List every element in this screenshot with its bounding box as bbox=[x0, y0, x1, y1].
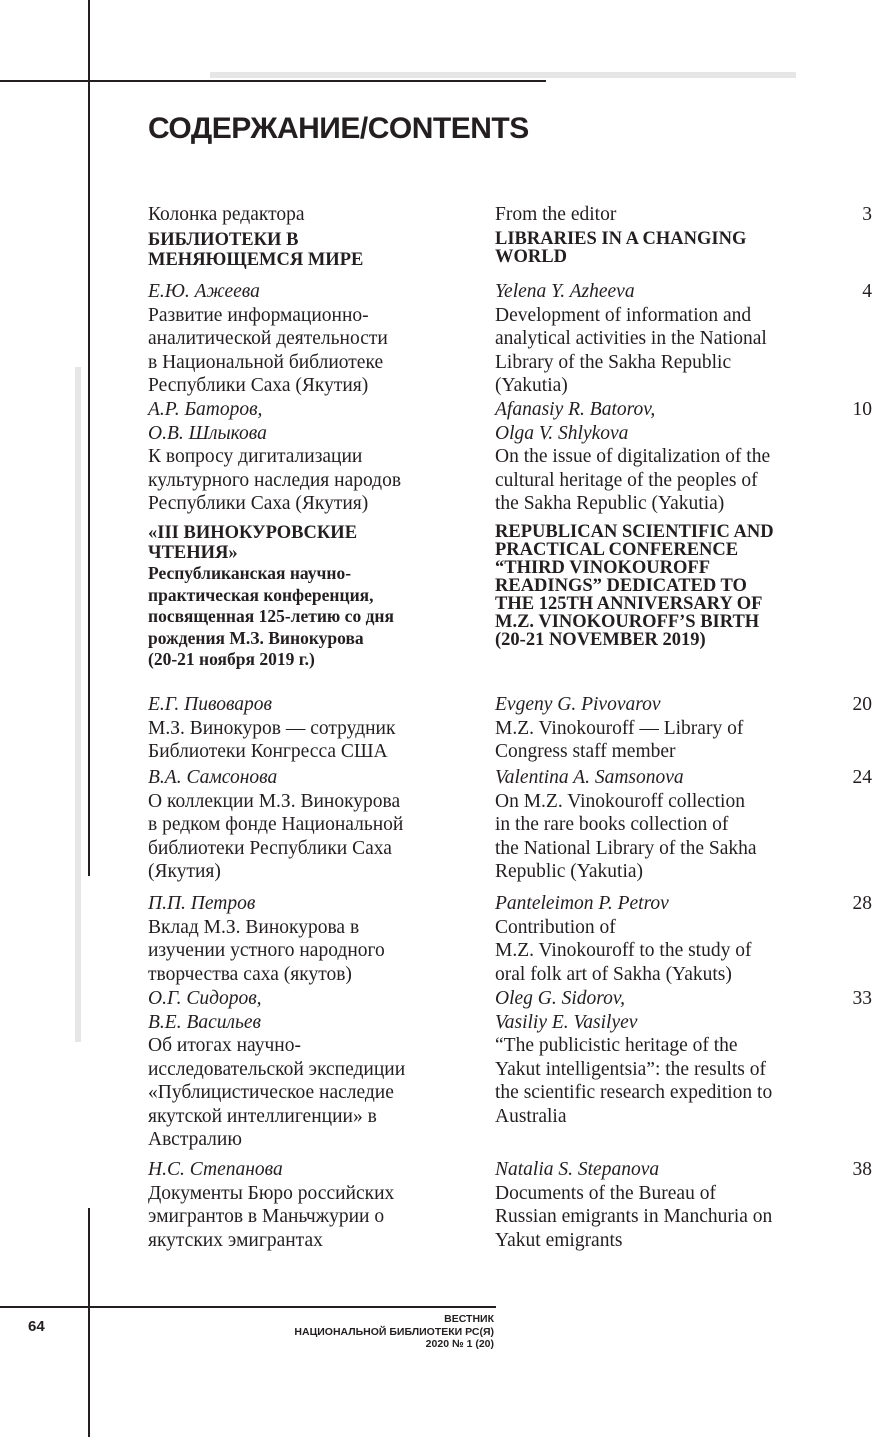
title-line: «Публицистическое наследие bbox=[148, 1082, 394, 1103]
section-heading-line: M.Z. VINOKOUROFF’S BIRTH bbox=[495, 612, 760, 632]
toc-entry-russian bbox=[148, 892, 478, 986]
author-line: А.Р. Баторов, bbox=[148, 399, 263, 420]
toc-page-number: 20 bbox=[852, 694, 872, 715]
title-line: analytical activities in the National bbox=[495, 328, 767, 349]
author-line: Е.Ю. Ажеева bbox=[148, 281, 260, 302]
toc-entry-russian bbox=[148, 766, 478, 884]
title-line: Library of the Sakha Republic bbox=[495, 351, 732, 373]
header-rule bbox=[0, 80, 546, 82]
margin-rule-bottom bbox=[88, 1208, 90, 1437]
title-line: творчества саха (якутов) bbox=[148, 963, 352, 985]
toc-entry-english bbox=[495, 693, 825, 764]
title-line: Республики Саха (Якутия) bbox=[148, 375, 369, 396]
title-line: изучении устного народного bbox=[148, 940, 385, 961]
toc-page-number: 24 bbox=[852, 767, 872, 788]
author-line: П.П. Петров bbox=[148, 893, 256, 914]
toc-page-number: 38 bbox=[852, 1159, 872, 1180]
title-line: Russian emigrants in Manchuria on bbox=[495, 1206, 773, 1227]
author-line: Vasiliy E. Vasilyev bbox=[495, 1011, 638, 1033]
toc-page-number: 28 bbox=[852, 893, 872, 914]
section-heading-line: (20-21 ноября 2019 г.) bbox=[148, 649, 315, 669]
author-line: В.А. Самсонова bbox=[148, 767, 278, 788]
toc-entry-russian bbox=[148, 1158, 478, 1252]
title-line: эмигрантов в Маньчжурии о bbox=[148, 1206, 385, 1227]
title-line: Австралию bbox=[148, 1129, 242, 1150]
toc-entry-english bbox=[495, 766, 825, 884]
decorative-gray-bar-vertical bbox=[75, 367, 81, 1042]
journal-line: НАЦИОНАЛЬНОЙ БИБЛИОТЕКИ РС(Я) bbox=[294, 1325, 494, 1338]
section-heading-line: БИБЛИОТЕКИ В bbox=[148, 230, 299, 250]
title-line: Australia bbox=[495, 1105, 567, 1127]
section-heading-line: PRACTICAL CONFERENCE bbox=[495, 540, 739, 560]
toc-page-number: 33 bbox=[852, 988, 872, 1009]
title-line: On the issue of digitalization of the bbox=[495, 446, 771, 467]
title-line: From the editor bbox=[495, 204, 617, 225]
title-line: Республики Саха (Якутия) bbox=[148, 493, 369, 514]
page-number: 64 bbox=[28, 1318, 45, 1335]
title-line: Yakut emigrants bbox=[495, 1229, 623, 1251]
title-line: in the rare books collection of bbox=[495, 814, 729, 835]
title-line: М.З. Винокуров — сотрудник bbox=[148, 717, 396, 739]
journal-line: ВЕСТНИК bbox=[444, 1313, 494, 1325]
title-line: Development of information and bbox=[495, 304, 752, 326]
journal-line: 2020 № 1 (20) bbox=[425, 1338, 494, 1350]
toc-entry-russian bbox=[148, 523, 478, 671]
section-heading-line: рождения М.З. Винокурова bbox=[148, 627, 364, 648]
toc-page-number: 4 bbox=[862, 281, 872, 302]
toc-entry-russian bbox=[148, 280, 478, 398]
author-line: Evgeny G. Pivovarov bbox=[495, 694, 661, 715]
author-line: Natalia S. Stepanova bbox=[495, 1159, 660, 1180]
section-heading-line: REPUBLICAN SCIENTIFIC AND bbox=[495, 522, 774, 542]
title-line: (Якутия) bbox=[148, 861, 221, 882]
toc-entry-english bbox=[495, 230, 825, 266]
title-line: Библиотеки Конгресса США bbox=[148, 741, 388, 762]
title-line: oral folk art of Sakha (Yakuts) bbox=[495, 963, 732, 985]
author-line: Oleg G. Sidorov, bbox=[495, 988, 625, 1009]
title-line: Документы Бюро российских bbox=[148, 1182, 395, 1204]
title-line: Contribution of bbox=[495, 916, 616, 938]
title-line: M.Z. Vinokouroff to the study of bbox=[495, 940, 752, 961]
toc-entry-russian bbox=[148, 203, 478, 227]
section-heading-line: ЧТЕНИЯ» bbox=[148, 543, 238, 563]
toc-entry-english bbox=[495, 987, 825, 1128]
footer-rule bbox=[0, 1306, 496, 1308]
title-line: библиотеки Республики Саха bbox=[148, 837, 392, 859]
toc-entry-english bbox=[495, 280, 825, 398]
author-line: Yelena Y. Azheeva bbox=[495, 281, 635, 302]
author-line: Valentina A. Samsonova bbox=[495, 767, 684, 788]
title-line: аналитической деятельности bbox=[148, 328, 388, 349]
author-line: О.Г. Сидоров, bbox=[148, 988, 262, 1009]
page-title: СОДЕРЖАНИЕ/CONTENTS bbox=[148, 112, 529, 145]
section-heading-line: THE 125TH ANNIVERSARY OF bbox=[495, 594, 763, 614]
title-line: cultural heritage of the peoples of bbox=[495, 469, 758, 491]
title-line: Об итогах научно- bbox=[148, 1035, 301, 1056]
toc-entry-english bbox=[495, 398, 825, 516]
author-line: В.Е. Васильев bbox=[148, 1011, 262, 1033]
author-line: О.В. Шлыкова bbox=[148, 422, 267, 444]
section-heading-line: практическая конференция, bbox=[148, 584, 374, 605]
author-line: Panteleimon P. Petrov bbox=[495, 893, 669, 914]
title-line: On M.Z. Vinokouroff collection bbox=[495, 790, 745, 812]
section-heading-line: «III ВИНОКУРОВСКИЕ bbox=[148, 523, 358, 543]
title-line: К вопросу дигитализации bbox=[148, 446, 363, 467]
title-line: the scientific research expedition to bbox=[495, 1082, 773, 1103]
decorative-gray-bar-horizontal bbox=[210, 72, 796, 78]
title-line: в редком фонде Национальной bbox=[148, 814, 404, 835]
toc-entry-english bbox=[495, 203, 825, 227]
section-heading-line: WORLD bbox=[495, 247, 567, 267]
toc-entry-english bbox=[495, 892, 825, 986]
journal-name bbox=[294, 1313, 494, 1351]
title-line: the National Library of the Sakha bbox=[495, 837, 757, 859]
author-line: Olga V. Shlykova bbox=[495, 422, 629, 444]
title-line: якутских эмигрантах bbox=[148, 1229, 323, 1251]
title-line: в Национальной библиотеке bbox=[148, 351, 384, 373]
title-line: О коллекции М.З. Винокурова bbox=[148, 790, 401, 812]
title-line: “The publicistic heritage of the bbox=[495, 1035, 738, 1056]
section-heading-line: READINGS” DEDICATED TO bbox=[495, 576, 747, 596]
toc-entry-english bbox=[495, 1158, 825, 1252]
toc-page-number: 10 bbox=[852, 399, 872, 420]
title-line: исследовательской экспедиции bbox=[148, 1058, 406, 1080]
title-line: Развитие информационно- bbox=[148, 304, 369, 326]
title-line: Колонка редактора bbox=[148, 204, 305, 225]
title-line: Documents of the Bureau of bbox=[495, 1182, 716, 1204]
title-line: культурного наследия народов bbox=[148, 469, 402, 491]
author-line: Afanasiy R. Batorov, bbox=[495, 399, 656, 420]
toc-entry-russian bbox=[148, 693, 478, 764]
title-line: Congress staff member bbox=[495, 741, 676, 762]
title-line: Republic (Yakutia) bbox=[495, 861, 644, 882]
title-line: Вклад М.З. Винокурова в bbox=[148, 916, 360, 938]
section-heading-line: (20-21 NOVEMBER 2019) bbox=[495, 630, 706, 650]
toc-entry-russian bbox=[148, 398, 478, 516]
section-heading-line: “THIRD VINOKOUROFF bbox=[495, 558, 710, 578]
section-heading-line: Республиканская научно- bbox=[148, 563, 352, 583]
author-line: Е.Г. Пивоваров bbox=[148, 694, 272, 715]
title-line: якутской интеллигенции» в bbox=[148, 1105, 377, 1127]
author-line: Н.С. Степанова bbox=[148, 1159, 283, 1180]
toc-entry-russian bbox=[148, 230, 478, 270]
toc-entry-english bbox=[495, 523, 825, 649]
section-heading-line: МЕНЯЮЩЕМСЯ МИРЕ bbox=[148, 250, 364, 270]
margin-rule-top bbox=[88, 0, 90, 876]
title-line: the Sakha Republic (Yakutia) bbox=[495, 493, 725, 514]
title-line: Yakut intelligentsia”: the results of bbox=[495, 1058, 766, 1080]
toc-entry-russian bbox=[148, 987, 478, 1152]
toc-page-number: 3 bbox=[862, 204, 872, 225]
title-line: (Yakutia) bbox=[495, 375, 568, 396]
section-heading-line: посвященная 125-летию со дня bbox=[148, 606, 394, 626]
section-heading-line: LIBRARIES IN A CHANGING bbox=[495, 229, 747, 249]
title-line: M.Z. Vinokouroff — Library of bbox=[495, 717, 744, 739]
